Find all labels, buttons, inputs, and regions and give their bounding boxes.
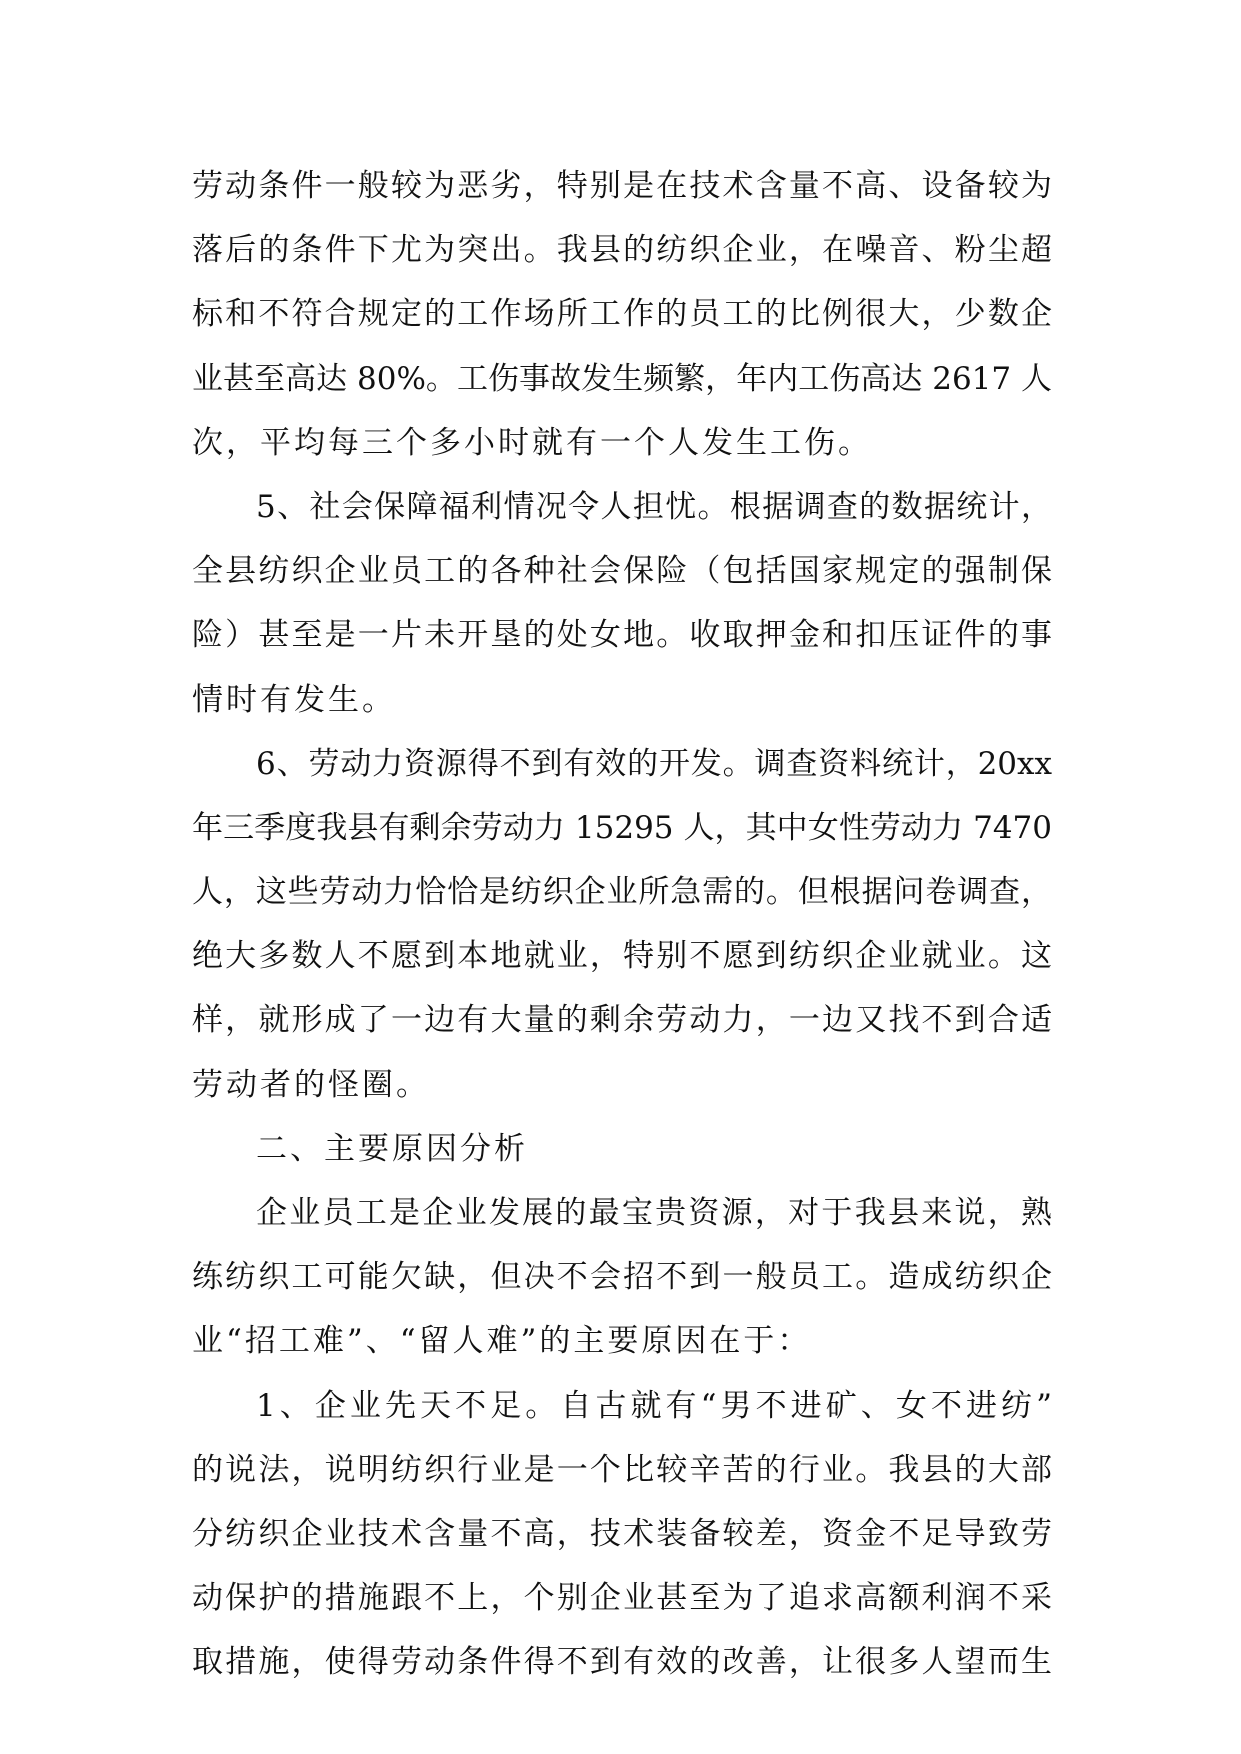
text-line: 情时有发生。 — [192, 681, 396, 718]
text-line: 的说法，说明纺织行业是一个比较辛苦的行业。我县的大部 — [192, 1451, 1052, 1488]
text-line: 险）甚至是一片未开垦的处女地。收取押金和扣压证件的事 — [192, 617, 1052, 654]
text-line: 取措施，使得劳动条件得不到有效的改善，让很多人望而生 — [192, 1644, 1052, 1681]
text-line: 1、企业先天不足。自古就有“男不进矿、女不进纺” — [256, 1387, 1052, 1424]
text-line: 5、社会保障福利情况令人担忧。根据调查的数据统计， — [256, 488, 1052, 525]
text-line: 业“招工难”、“留人难”的主要原因在于： — [192, 1323, 812, 1360]
text-line: 绝大多数人不愿到本地就业，特别不愿到纺织企业就业。这 — [192, 938, 1052, 975]
text-line: 业甚至高达 80%。工伤事故发生频繁，年内工伤高达 2617 人 — [192, 360, 1052, 397]
text-line: 练纺织工可能欠缺，但决不会招不到一般员工。造成纺织企 — [192, 1259, 1052, 1296]
text-line: 标和不符合规定的工作场所工作的员工的比例很大，少数企 — [192, 296, 1052, 333]
text-line: 次，平均每三个多小时就有一个人发生工伤。 — [192, 424, 872, 461]
body-text — [192, 154, 1052, 1695]
text-line: 6、劳动力资源得不到有效的开发。调查资料统计，20xx — [256, 745, 1052, 782]
text-line: 劳动条件一般较为恶劣，特别是在技术含量不高、设备较为 — [192, 168, 1052, 204]
text-line: 全县纺织企业员工的各种社会保险（包括国家规定的强制保 — [192, 553, 1052, 590]
text-line: 劳动者的怪圈。 — [192, 1066, 430, 1103]
text-line: 人，这些劳动力恰恰是纺织企业所急需的。但根据问卷调查， — [192, 874, 1052, 911]
text-line: 落后的条件下尤为突出。我县的纺织企业，在噪音、粉尘超 — [192, 232, 1052, 269]
text-line: 企业员工是企业发展的最宝贵资源，对于我县来说，熟 — [256, 1195, 1052, 1231]
text-line: 动保护的措施跟不上，个别企业甚至为了追求高额利润不采 — [192, 1580, 1052, 1617]
text-line: 分纺织企业技术含量不高，技术装备较差，资金不足导致劳 — [192, 1515, 1052, 1552]
text-line: 年三季度我县有剩余劳动力 15295 人，其中女性劳动力 7470 — [192, 809, 1052, 846]
text-line: 二、主要原因分析 — [256, 1130, 528, 1167]
text-line: 样，就形成了一边有大量的剩余劳动力，一边又找不到合适 — [192, 1002, 1052, 1039]
